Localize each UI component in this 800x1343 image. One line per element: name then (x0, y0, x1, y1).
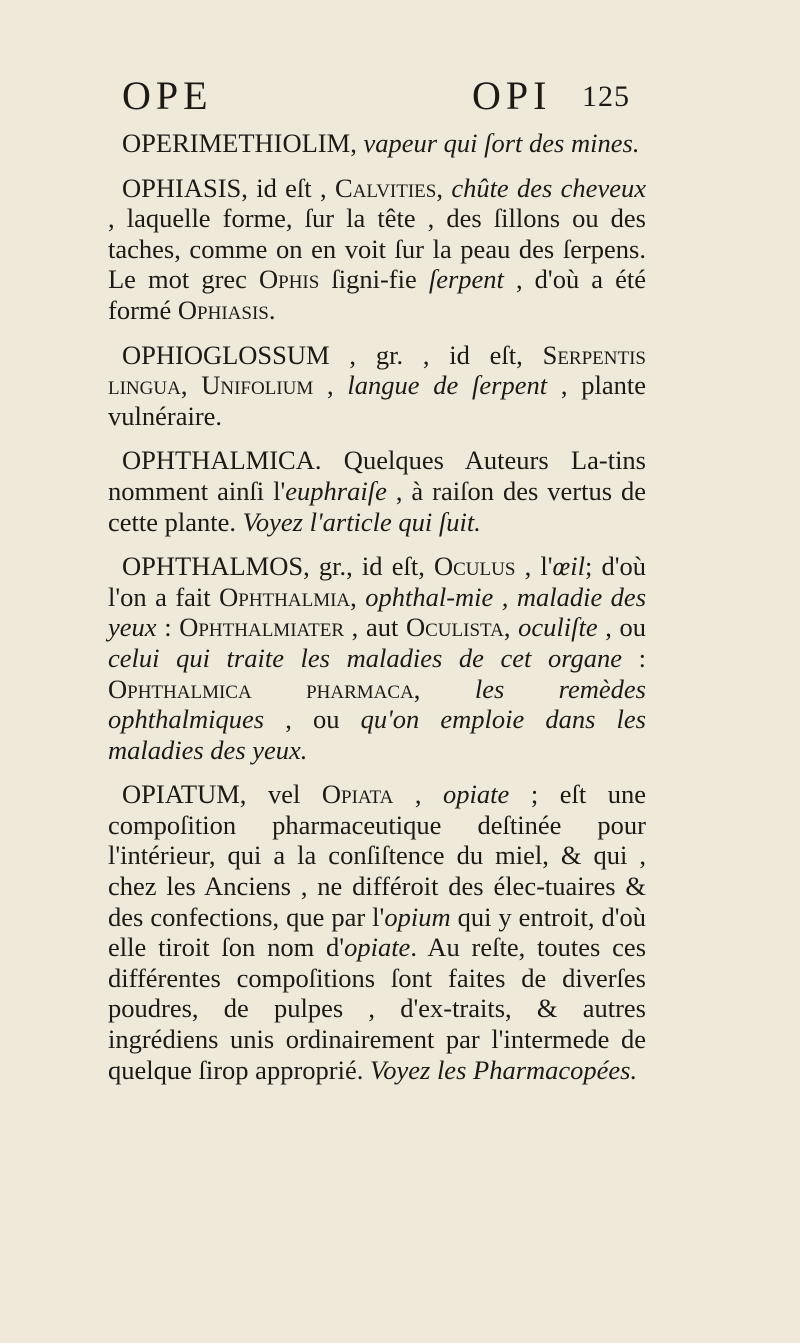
headword: OPIATUM (122, 779, 240, 810)
headword: OPHIOGLOSSUM (122, 339, 330, 370)
headword: OPHTHALMICA (122, 445, 315, 476)
entry-opiatum: OPIATUM, vel Opiata , opiate ; eſt une compoſition pharmaceutique deſtinée pour l'intérieur, qui a la conſiſtence du miel, & qui , chez les Anciens , ne différoit des élec-tuaires & des confections, que par l'opium qui y entroit, d'où elle tiroit ſon nom d'opiate. Au reſte, toutes ces différentes compoſitions ſont faites de diverſes poudres, de pulpes , d'ex-traits, & autres ingrédiens unis ordinairement par l'intermede de quelque ſirop approprié. Voyez les Pharmacopées. (108, 779, 647, 1085)
header-right-word: OPI (472, 73, 552, 118)
entry-operimethiolim: OPERIMETHIOLIM, vapeur qui ſort des mines. (122, 128, 640, 158)
entry-ophioglossum: OPHIOGLOSSUM , gr. , id eſt, Serpentis lingua, Unifolium , langue de ſerpent , plante vulnéraire. (108, 339, 647, 431)
definition: vapeur qui ſort des mines. (363, 128, 640, 158)
header-left-word: OPE (122, 73, 213, 118)
page-number: 125 (582, 80, 630, 113)
entry-ophthalmica: OPHTHALMICA. Quelques Auteurs La-tins nomment ainſi l'euphraiſe , à raiſon des vertus de cette plante. Voyez l'article qui ſuit. (108, 445, 646, 537)
headword: OPHTHALMOS (122, 551, 304, 582)
running-header (122, 72, 652, 122)
cross-reference: Voyez l'article qui ſuit. (242, 506, 481, 537)
entry-ophiasis: OPHIASIS, id eſt , Calvities, chûte des cheveux , laquelle forme, ſur la tête , des ſillons ou des taches, comme on en voit ſur la peau des ſerpens. Le mot grec Ophis ſigni-fie ſerpent , d'où a été formé Ophiasis. (108, 172, 646, 325)
dictionary-text (108, 128, 646, 1099)
headword: OPERIMETHIOLIM (122, 128, 351, 158)
cross-reference: Voyez les Pharmacopées. (369, 1054, 638, 1085)
headword: OPHIASIS (122, 172, 242, 203)
entry-ophthalmos: OPHTHALMOS, gr., id eſt, Oculus , l'œil; d'où l'on a fait Ophthalmia, ophthal-mie , maladie des yeux : Ophthalmiater , aut Oculista, oculiſte , ou celui qui traite les maladies de cet organe : Ophthalmica pharmaca, les remèdes ophthalmiques , ou qu'on emploie dans les maladies des yeux. (108, 551, 647, 765)
